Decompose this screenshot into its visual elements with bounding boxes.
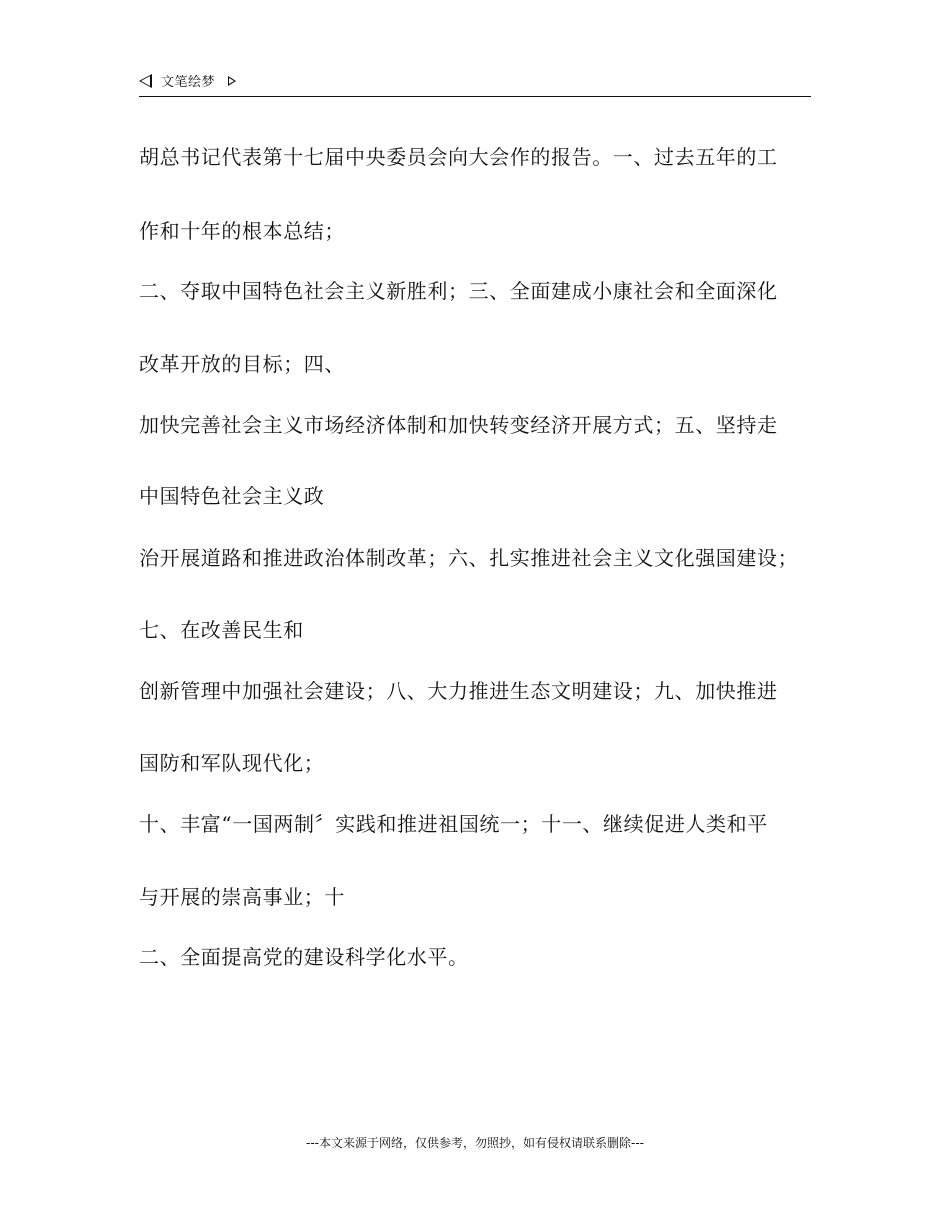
triangle-right-icon	[228, 76, 236, 86]
text-line: 与开展的崇高事业；十	[139, 885, 345, 909]
page-header	[139, 72, 811, 97]
text-line: 七、在改善民生和	[139, 618, 304, 642]
text-line: 加快完善社会主义市场经济体制和加快转变经济开展方式；五、坚持走	[139, 413, 778, 437]
page-footer: ---本文来源于网络，仅供参考，勿照抄，如有侵权请联系删除---	[306, 1136, 644, 1150]
text-line: 国防和军队现代化；	[139, 751, 325, 775]
header-brand: 文笔绘梦	[161, 75, 216, 90]
text-line: 二、全面提高党的建设科学化水平。	[139, 945, 469, 969]
text-line: 改革开放的目标；四、	[139, 352, 345, 376]
text-line: 胡总书记代表第十七届中央委员会向大会作的报告。一、过去五年的工	[139, 145, 778, 169]
text-line: 创新管理中加强社会建设；八、大力推进生态文明建设；九、加快推进	[139, 679, 778, 703]
text-line: 作和十年的根本总结；	[139, 219, 345, 243]
text-line: 中国特色社会主义政	[139, 484, 325, 508]
text-line: 治开展道路和推进政治体制改革；六、扎实推进社会主义文化强国建设；	[139, 546, 799, 570]
triangle-left-icon	[139, 74, 152, 88]
text-line: 十、丰富“一国两制〞实践和推进祖国统一；十一、继续促进人类和平	[139, 812, 768, 836]
text-line: 二、夺取中国特色社会主义新胜利；三、全面建成小康社会和全面深化	[139, 279, 778, 303]
